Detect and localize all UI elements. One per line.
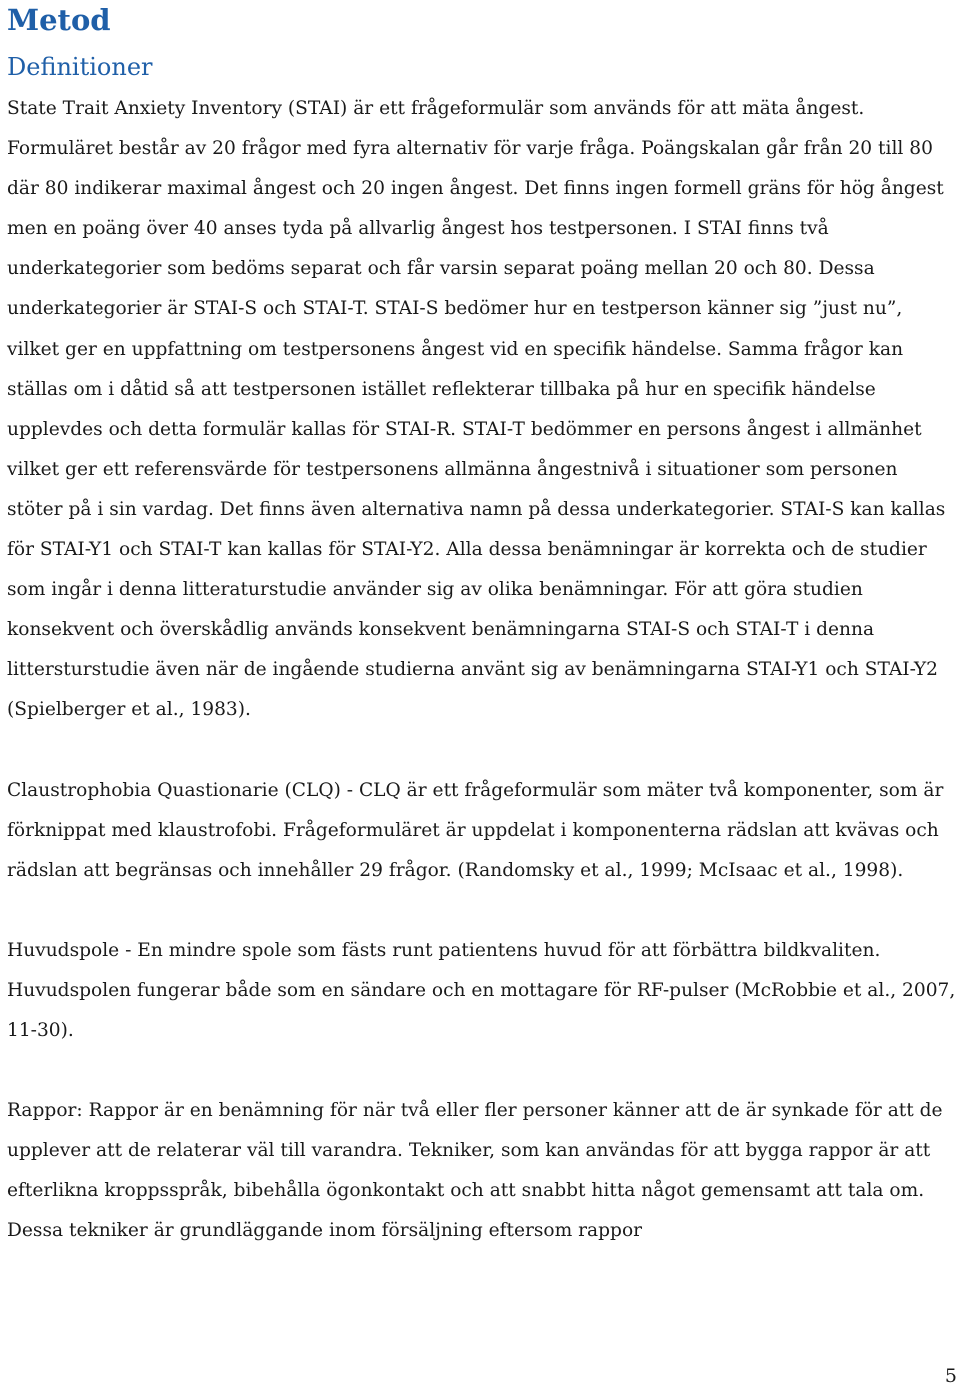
paragraph-huvudspole: Huvudspole - En mindre spole som fästs runt patientens huvud för att förbättra bildkvaliten. Huvudspolen fungerar både som en sändare och en mottagare för RF-pulser (McRobbie et al., 2007, 11-30). bbox=[7, 939, 956, 1041]
paragraph-clq: Claustrophobia Quastionarie (CLQ) - CLQ är ett frågeformulär som mäter två komponenter, som är förknippat med klaustrofobi. Frågeformuläret är uppdelat i komponenterna rädslan att kvävas och rädslan att begränsas och innehåller 29 frågor. (Randomsky et al., 1999; McIsaac et al., 1998). bbox=[7, 779, 944, 881]
paragraph-stai: State Trait Anxiety Inventory (STAI) är ett frågeformulär som används för att mäta ångest. Formuläret består av 20 frågor med fyra alternativ för varje fråga. Poängskalan går från 20 till 80 där 80 indikerar maximal ångest och 20 ingen ångest. Det finns ingen formell gräns för hög ångest men en poäng över 40 anses tyda på allvarlig ångest hos testpersonen. I STAI finns två underkategorier som bedöms separat och får varsin separat poäng mellan 20 och 80. Dessa underkategorier är STAI-S och STAI-T. STAI-S bedömer hur en testperson känner sig ”just nu”, vilket ger en uppfattning om testpersonens ångest vid en specifik händelse. Samma frågor kan ställas om i dåtid så att testpersonen istället reflekterar tillbaka på hur en specifik händelse upplevdes och detta formulär kallas för STAI-R. STAI-T bedömmer en persons ångest i allmänhet vilket ger ett referensvärde för testpersonens allmänna ångestnivå i situationer som personen stöter på i sin vardag. Det finns även alternativa namn på dessa underkategorier. STAI-S kan kallas för STAI-Y1 och STAI-T kan kallas för STAI-Y2. Alla dessa benämningar är korrekta och de studier som ingår i denna litteraturstudie använder sig av olika benämningar. För att göra studien konsekvent och överskådlig används konsekvent benämningarna STAI-S och STAI-T i denna littersturstudie även när de ingående studierna använt sig av benämningarna STAI-Y1 och STAI-Y2 (Spielberger et al., 1983). bbox=[7, 98, 946, 721]
paragraph-rappor: Rappor: Rappor är en benämning för när två eller fler personer känner att de är synkade för att de upplever att de relaterar väl till varandra. Tekniker, som kan användas för att bygga rappor är att efterlikna kroppsspråk, bibehålla ögonkontakt och att snabbt hitta något gemensamt att tala om. Dessa tekniker är grundläggande inom försäljning eftersom rappor bbox=[7, 1100, 943, 1242]
subsection-heading: Definitioner bbox=[7, 53, 153, 81]
section-heading: Metod bbox=[7, 3, 111, 37]
page-number: 5 bbox=[944, 1365, 957, 1387]
document-page bbox=[7, 0, 957, 1251]
